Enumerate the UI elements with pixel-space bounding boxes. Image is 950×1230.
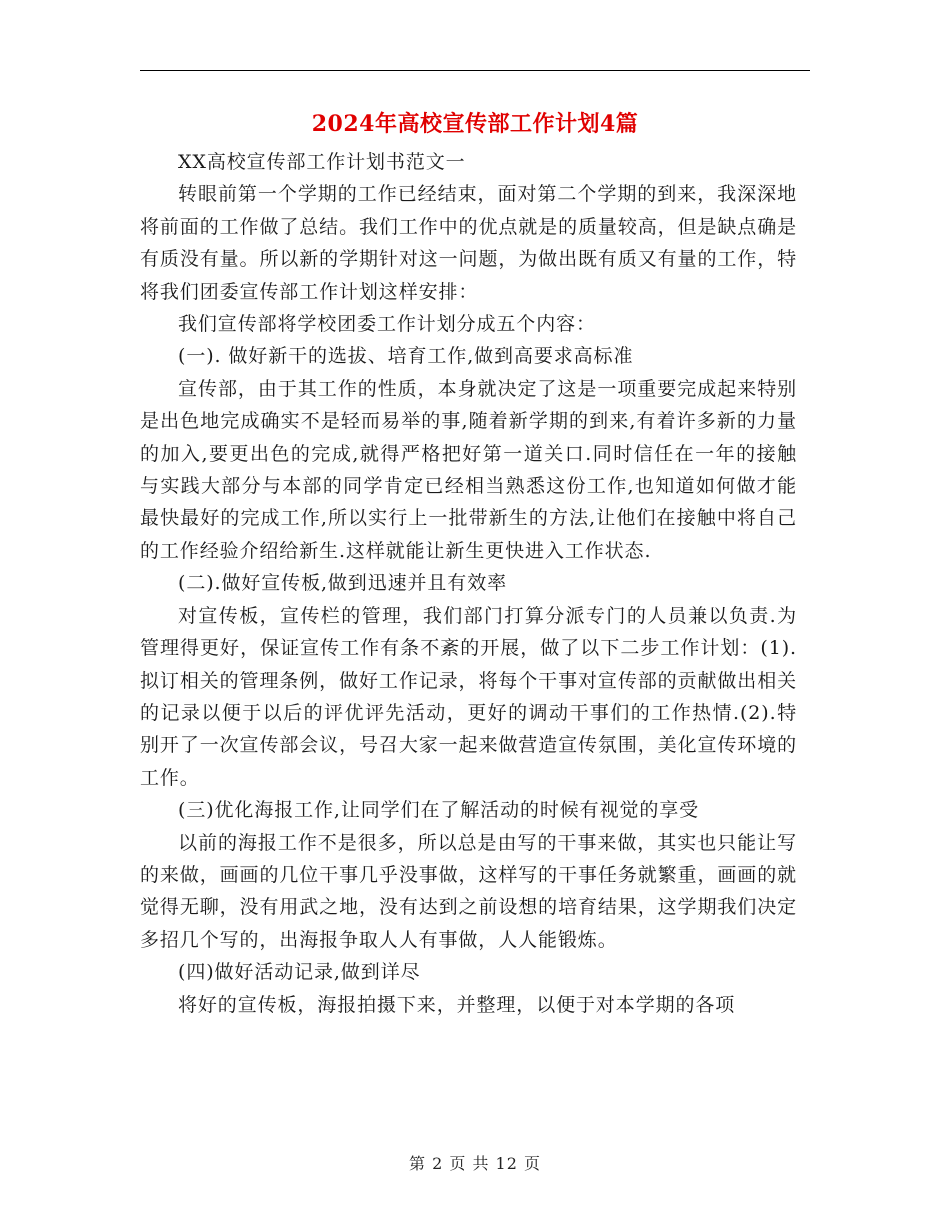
header-rule — [140, 70, 810, 71]
paragraph: XX高校宣传部工作计划书范文一 — [178, 151, 466, 173]
page-number: 第 2 页 共 12 页 — [409, 1154, 541, 1173]
section-heading: (四)做好活动记录,做到详尽 — [178, 961, 421, 984]
paragraph: 宣传部，由于其工作的性质，本身就决定了这是一项重要完成起来特别是出色地完成确实不是轻而易举的事,随着新学期的到来,有着许多新的力量的加入,要更出色的完成,就得严格把好第一道关口.同时信任在一年的接触与实践大部分与本部的同学肯定已经相当熟悉这份工作,也知道如何做才能最快最好的完成工作,所以实行上一批带新生的方法,让他们在接触中将自己的工作经验介绍给新生.这样就能让新生更快进入工作状态. — [140, 377, 797, 562]
document-body — [140, 146, 797, 1021]
paragraph: 我们宣传部将学校团委工作计划分成五个内容： — [178, 313, 596, 336]
paragraph: 以前的海报工作不是很多，所以总是由写的干事来做，其实也只能让写的来做，画画的几位干事几乎没事做，这样写的干事任务就繁重，画画的就觉得无聊，没有用武之地，没有达到之前设想的培育结果，这学期我们决定多招几个写的，出海报争取人人有事做，人人能锻炼。 — [140, 831, 797, 951]
paragraph: 对宣传板，宣传栏的管理，我们部门打算分派专门的人员兼以负责.为管理得更好，保证宣传工作有条不紊的开展，做了以下二步工作计划：(1).拟订相关的管理条例，做好工作记录，将每个干事对宣传部的贡献做出相关的记录以便于以后的评优评先活动，更好的调动干事们的工作热情.(2).特别开了一次宣传部会议，号召大家一起来做营造宣传氛围，美化宣传环境的工作。 — [140, 604, 797, 789]
paragraph: 转眼前第一个学期的工作已经结束，面对第二个学期的到来，我深深地将前面的工作做了总结。我们工作中的优点就是的质量较高，但是缺点确是有质没有量。所以新的学期针对这一问题，为做出既有质又有量的工作，特将我们团委宣传部工作计划这样安排： — [140, 183, 797, 303]
section-heading: (二).做好宣传板,做到迅速并且有效率 — [178, 572, 508, 595]
section-heading: (三)优化海报工作,让同学们在了解活动的时候有视觉的享受 — [178, 799, 700, 822]
document-title: 2024年高校宣传部工作计划4篇 — [311, 111, 639, 137]
section-heading: (一). 做好新干的选拔、培育工作,做到高要求高标准 — [178, 345, 634, 368]
paragraph: 将好的宣传板，海报拍摄下来，并整理，以便于对本学期的各项 — [178, 993, 736, 1016]
